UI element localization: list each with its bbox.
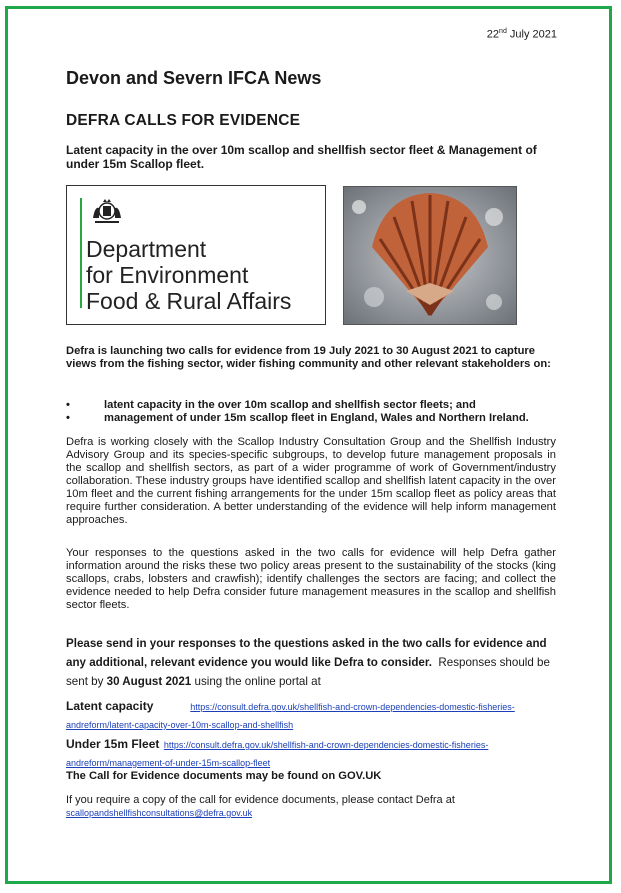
latent-capacity-label: Latent capacity <box>66 699 154 713</box>
send-responses-paragraph <box>66 634 566 691</box>
bullet-text: management of under 15m scallop fleet in England, Wales and Northern Ireland. <box>104 412 529 424</box>
bullet-text: latent capacity in the over 10m scallop and shellfish sector fleets; and <box>104 399 476 411</box>
send-tail-text: using the online portal at <box>194 675 321 688</box>
bullet-item <box>66 412 566 425</box>
send-normal-text: Responses should be sent by <box>66 656 550 688</box>
logo-text <box>86 236 291 314</box>
govuk-note: The Call for Evidence documents may be found on GOV.UK <box>66 770 382 782</box>
collaboration-paragraph: Defra is working closely with the Scallop Industry Consultation Group and the Shellfish Industry Advisory Group and its species-specific subgroups, to develop future management proposals in the scallop and shellfish sectors, as part of a wider programme of work of Government/industry collaboration. These industry groups have identified scallop and shellfish latent capacity in the over 10m fleet and the current fishing arrangements for the under 15m scallop fleet as policy areas that require further consideration. A better understanding of the evidence will help inform management approaches. <box>66 436 556 526</box>
logo-green-bar <box>80 198 82 308</box>
logo-line-3: Food & Rural Affairs <box>86 288 292 314</box>
logo-line-2: for Environment <box>86 262 249 288</box>
responses-paragraph: Your responses to the questions asked in the two calls for evidence will help Defra gather information around the risks these two policy areas present to the sustainability of the stocks (king scallops, crabs, lobsters and crawfish); identify challenges the sectors are facing; and collect the evidence needed to help Defra consider future management measures in the scallop and shellfish sector fleets. <box>66 547 556 611</box>
scallop-shell-icon <box>344 187 516 324</box>
issue-date: 22nd July 2021 <box>486 28 557 41</box>
send-bold-text: Please send in your responses to the questions asked in the two calls for evidence and any additional, relevant evidence you would like Defra to consider. <box>66 637 547 669</box>
newsletter-title: Devon and Severn IFCA News <box>66 68 322 88</box>
contact-text: If you require a copy of the call for evidence documents, please contact Defra at <box>66 794 455 806</box>
contact-email-link[interactable]: scallopandshellfishconsultations@defra.gov.uk <box>66 808 253 818</box>
under-15m-link[interactable]: https://consult.defra.gov.uk/shellfish-and-crown-dependencies-domestic-fisheries- andreform/management-of-under-15m-scallop-fleet <box>66 740 489 768</box>
bullet-item <box>66 399 566 412</box>
bullet-list <box>66 399 566 425</box>
headline: DEFRA CALLS FOR EVIDENCE <box>66 112 301 129</box>
deadline-date: 30 August 2021 <box>106 675 192 688</box>
scallop-photo <box>343 186 517 325</box>
logo-line-1: Department <box>86 236 207 262</box>
royal-crest-icon <box>87 196 127 226</box>
latent-capacity-link[interactable]: https://consult.defra.gov.uk/shellfish-and-crown-dependencies-domestic-fisheries- andreform/latent-capacity-over-10m-scallop-and-shellfish <box>66 702 515 730</box>
bullet-marker: • <box>66 399 70 411</box>
subheadline: Latent capacity in the over 10m scallop and shellfish sector fleet & Management of under 15m Scallop fleet. <box>66 143 537 171</box>
intro-paragraph: Defra is launching two calls for evidence from 19 July 2021 to 30 August 2021 to capture views from the fishing sector, wider fishing community and other relevant stakeholders on: <box>66 345 551 370</box>
defra-logo <box>66 185 326 325</box>
bullet-marker: • <box>66 412 70 424</box>
latent-capacity-block <box>66 697 566 733</box>
under-15m-block <box>66 735 566 771</box>
contact-paragraph <box>66 794 566 820</box>
under-15m-label: Under 15m Fleet <box>66 737 160 751</box>
